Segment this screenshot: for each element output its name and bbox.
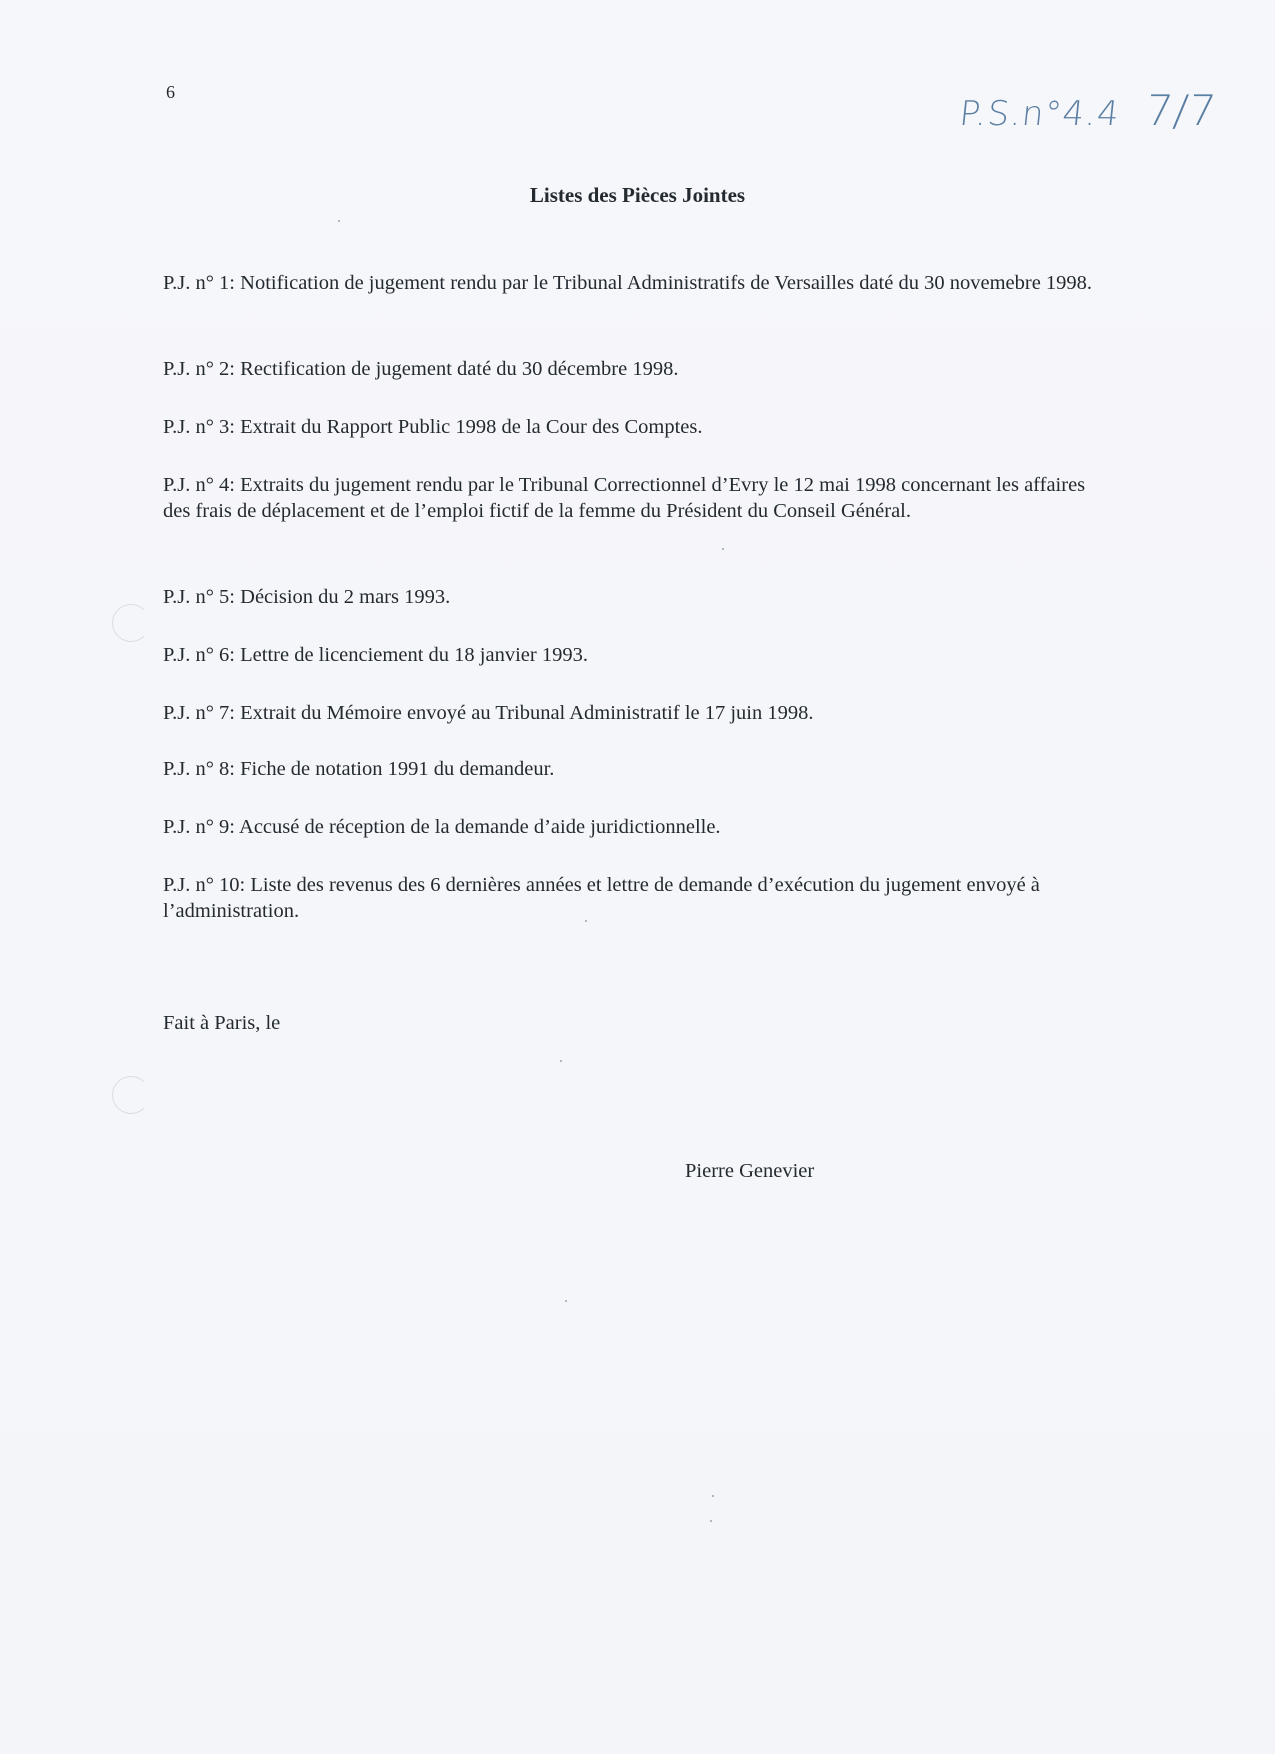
item-label: P.J. n° 8: bbox=[163, 758, 236, 780]
item-label: P.J. n° 3: bbox=[163, 416, 236, 438]
scan-speck bbox=[722, 548, 724, 550]
item-label: P.J. n° 1: bbox=[163, 272, 236, 294]
page-title: Listes des Pièces Jointes bbox=[529, 183, 746, 207]
item-label: P.J. n° 10: bbox=[163, 874, 246, 896]
item-label: P.J. n° 2: bbox=[163, 358, 236, 380]
item-label: P.J. n° 4: bbox=[163, 474, 236, 496]
item-label: P.J. n° 6: bbox=[163, 644, 236, 666]
list-item bbox=[163, 814, 1103, 840]
scan-speck bbox=[585, 920, 587, 922]
list-item bbox=[163, 642, 1103, 668]
item-label: P.J. n° 9: bbox=[163, 816, 236, 838]
item-text: Liste des revenus des 6 dernières années et lettre de demande d’exécution du jugement envoyé à l’administration. bbox=[163, 874, 1040, 922]
list-item bbox=[163, 356, 1103, 382]
item-text: Accusé de réception de la demande d’aide juridictionnelle. bbox=[239, 816, 721, 838]
item-text: Extrait du Mémoire envoyé au Tribunal Administratif le 17 juin 1998. bbox=[240, 702, 814, 724]
scan-speck bbox=[712, 1495, 714, 1497]
item-label: P.J. n° 7: bbox=[163, 702, 236, 724]
item-text: Rectification de jugement daté du 30 décembre 1998. bbox=[240, 358, 679, 380]
item-text: Lettre de licenciement du 18 janvier 1993. bbox=[240, 644, 588, 666]
signature-name: Pierre Genevier bbox=[685, 1160, 815, 1182]
handwritten-page-count: 7/7 bbox=[1143, 86, 1220, 135]
list-item bbox=[163, 756, 1103, 782]
list-item bbox=[163, 414, 1103, 440]
closing-line: Fait à Paris, le bbox=[163, 1012, 281, 1034]
item-text: Extrait du Rapport Public 1998 de la Cour des Comptes. bbox=[240, 416, 703, 438]
punch-hole-mark bbox=[112, 1076, 150, 1114]
item-text: Fiche de notation 1991 du demandeur. bbox=[240, 758, 555, 780]
item-label: P.J. n° 5: bbox=[163, 586, 236, 608]
punch-hole-mark bbox=[112, 604, 150, 642]
item-text: Extraits du jugement rendu par le Tribunal Correctionnel d’Evry le 12 mai 1998 concernant les affaires des frais de déplacement et de l’emploi fictif de la femme du Président du Conseil Général. bbox=[163, 474, 1086, 522]
scan-speck bbox=[560, 1060, 562, 1062]
list-item bbox=[163, 700, 1103, 726]
list-item bbox=[163, 472, 1103, 524]
scan-speck bbox=[565, 1300, 567, 1302]
item-text: Décision du 2 mars 1993. bbox=[240, 586, 451, 608]
list-item bbox=[163, 872, 1103, 924]
handwritten-reference: P.S.n°4.4 bbox=[957, 94, 1122, 134]
scan-speck bbox=[710, 1520, 712, 1522]
item-text: Notification de jugement rendu par le Tribunal Administratifs de Versailles daté du 30 novemebre 1998. bbox=[240, 272, 1093, 294]
handwritten-annotation bbox=[957, 86, 1219, 135]
list-item bbox=[163, 270, 1103, 296]
scan-speck bbox=[338, 220, 340, 222]
page-number: 6 bbox=[166, 82, 175, 102]
list-item bbox=[163, 584, 1103, 610]
